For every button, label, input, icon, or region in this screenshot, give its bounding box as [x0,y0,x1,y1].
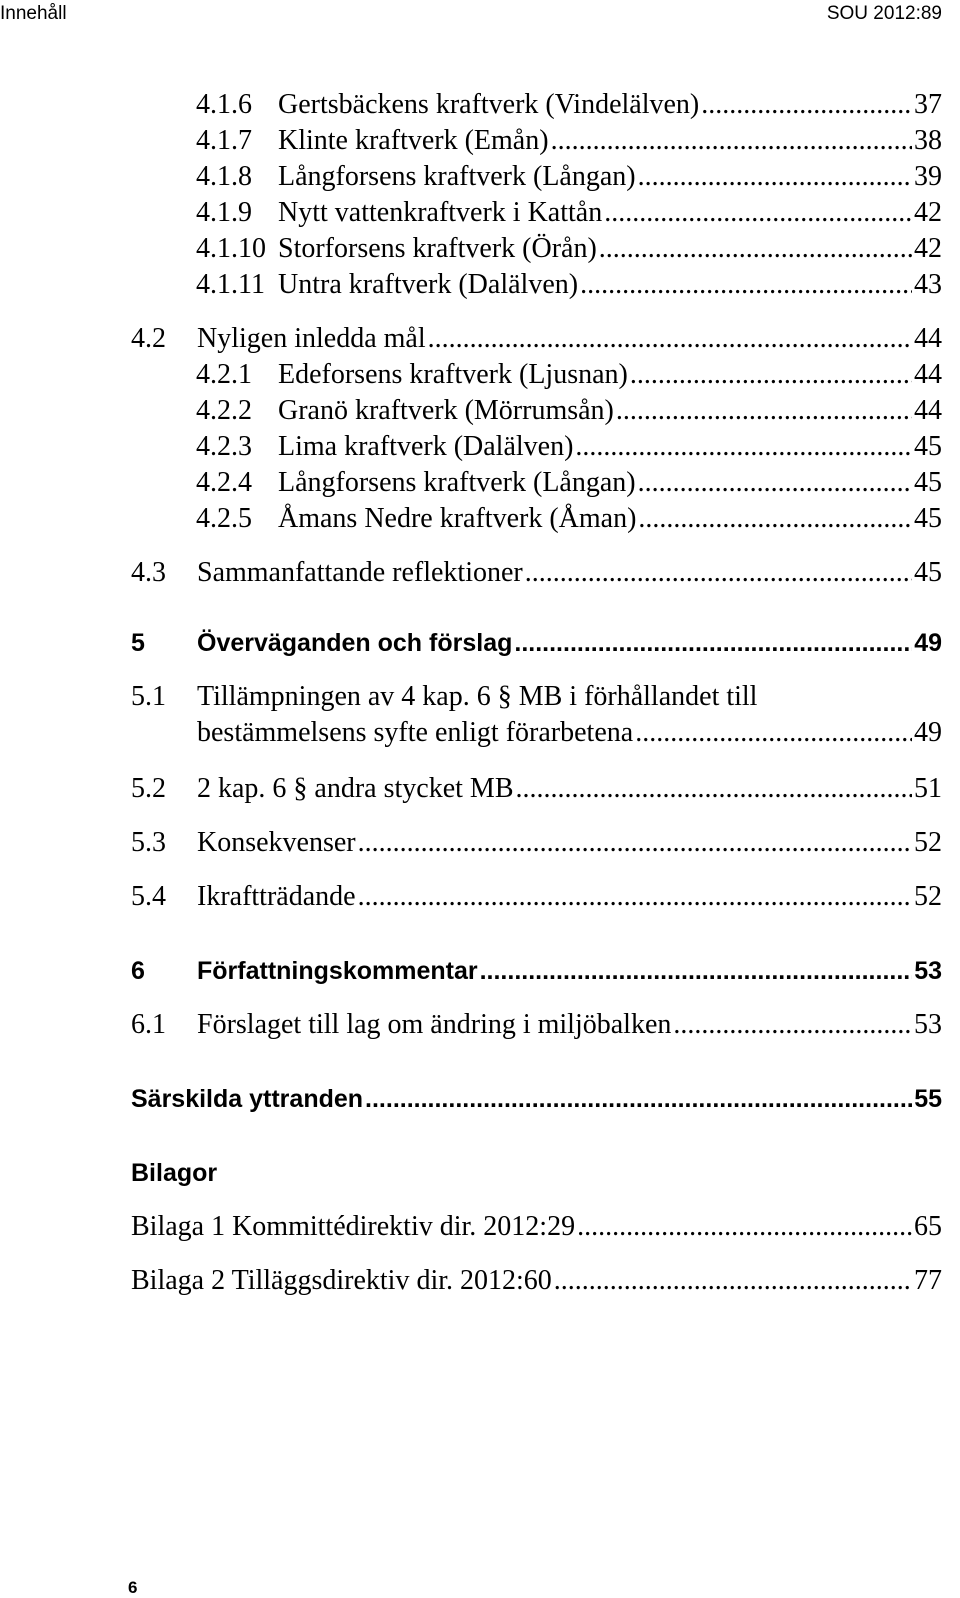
toc-entry-number: 4.1.6 [196,89,252,120]
toc-leader-dots [428,322,912,356]
toc-leader-dots [638,466,912,500]
toc-entry-page: 52 [914,881,942,912]
toc-entry-page: 65 [914,1211,942,1242]
toc-leader-dots [358,826,912,860]
toc-entry-page: 44 [914,395,942,426]
toc-leader-dots [525,556,912,590]
toc-entry-page: 49 [914,717,942,748]
toc-leader-dots [551,124,912,158]
toc-entry-title: Untra kraftverk (Dalälven) [278,269,579,300]
toc-entry-number: 4.1.7 [196,125,252,156]
toc-leader-dots [635,716,912,750]
toc-entry-title: Nyligen inledda mål [197,323,426,354]
toc-entry[interactable] [196,394,942,428]
toc-entry-title: Gertsbäckens kraftverk (Vindelälven) [278,89,700,120]
toc-entry[interactable] [196,466,942,500]
toc-entry-page: 39 [914,161,942,192]
toc-entry-title: Överväganden och förslag [197,629,513,657]
toc-leader-dots [604,196,912,230]
toc-entry-page: 42 [914,233,942,264]
toc-entry-title-cont: bestämmelsens syfte enligt förarbetena [197,717,634,748]
toc-entry-title: Lima kraftverk (Dalälven) [278,431,574,462]
toc-entry-title: 2 kap. 6 § andra stycket MB [197,773,514,804]
toc-leader-dots [577,1210,912,1244]
toc-entry-page: 53 [914,1009,942,1040]
toc-entry-page: 55 [914,1085,942,1113]
toc-entry[interactable] [196,502,942,536]
toc-entry[interactable] [196,196,942,230]
toc-leader-dots [630,358,912,392]
header-section-title: Innehåll [0,3,67,24]
toc-entry-title: Tillämpningen av 4 kap. 6 § MB i förhållandet till [197,681,758,712]
toc-entry-number: 4.2.3 [196,431,252,462]
toc-entry-number: 5.3 [131,827,166,858]
toc-entry[interactable] [131,826,942,860]
toc-entry-number: 5 [131,629,145,657]
toc-entry-page: 45 [914,557,942,588]
toc-entry-first-line[interactable] [131,680,757,714]
toc-entry-title: Ikraftträdande [197,881,356,912]
toc-entry[interactable] [131,772,942,806]
toc-entry-page: 77 [914,1265,942,1296]
toc-entry[interactable] [131,1210,942,1244]
toc-entry-title: Granö kraftverk (Mörrumsån) [278,395,614,426]
toc-entry-number: 4.3 [131,557,166,588]
toc-entry-title: Sammanfattande reflektioner [197,557,523,588]
toc-chapter-entry[interactable] [131,626,942,660]
toc-entry[interactable] [196,88,942,122]
toc-entry-title: Storforsens kraftverk (Örån) [278,233,597,264]
toc-leader-dots [358,880,912,914]
toc-entry-number: 4.1.9 [196,197,252,228]
toc-entry[interactable] [196,268,942,302]
toc-entry-page: 49 [914,629,942,657]
toc-entry-title: Edeforsens kraftverk (Ljusnan) [278,359,628,390]
toc-section-heading [131,1156,217,1190]
toc-leader-dots [365,1082,912,1116]
toc-entry-number: 4.1.8 [196,161,252,192]
toc-entry-page: 42 [914,197,942,228]
toc-entry-page: 37 [914,89,942,120]
toc-entry[interactable] [196,430,942,464]
toc-entry[interactable] [196,124,942,158]
toc-leader-dots [480,954,913,988]
toc-entry-number: 4.1.10 [196,233,266,264]
toc-entry-title: Konsekvenser [197,827,356,858]
toc-leader-dots [616,394,912,428]
toc-entry[interactable] [196,160,942,194]
toc-entry-number: 4.1.11 [196,269,265,300]
toc-entry-title: Åmans Nedre kraftverk (Åman) [278,503,637,534]
toc-entry[interactable] [131,322,942,356]
toc-entry-page: 53 [914,957,942,985]
toc-entry[interactable] [131,880,942,914]
toc-entry-title: Nytt vattenkraftverk i Kattån [278,197,603,228]
toc-leader-dots [580,268,912,302]
toc-chapter-entry[interactable] [131,954,942,988]
toc-entry-title: Särskilda yttranden [131,1085,364,1113]
toc-entry-number: 6.1 [131,1009,166,1040]
toc-leader-dots [673,1008,912,1042]
toc-entry-page: 51 [914,773,942,804]
toc-entry-number: 4.2.1 [196,359,252,390]
toc-entry-page: 38 [914,125,942,156]
toc-entry-title: Författningskommentar [197,957,478,985]
header-report-id: SOU 2012:89 [826,3,942,24]
toc-leader-dots [638,502,912,536]
toc-chapter-entry[interactable] [131,1082,942,1116]
toc-heading-title: Bilagor [131,1159,218,1187]
toc-entry-number: 5.1 [131,681,166,712]
toc-entry[interactable] [196,358,942,392]
page-number: 6 [128,1578,138,1597]
toc-entry-number: 5.4 [131,881,166,912]
toc-entry-page: 44 [914,359,942,390]
toc-entry-number: 5.2 [131,773,166,804]
toc-entry[interactable] [197,716,942,750]
toc-entry-number: 6 [131,957,145,985]
toc-entry[interactable] [131,1264,942,1298]
toc-leader-dots [575,430,912,464]
toc-entry-number: 4.2 [131,323,166,354]
toc-leader-dots [638,160,912,194]
toc-entry-title: Långforsens kraftverk (Långan) [278,467,636,498]
toc-entry-number: 4.2.4 [196,467,252,498]
toc-entry-title: Långforsens kraftverk (Långan) [278,161,636,192]
toc-entry-title: Förslaget till lag om ändring i miljöbalken [197,1009,672,1040]
toc-leader-dots [554,1264,912,1298]
toc-leader-dots [599,232,912,266]
toc-entry-number: 4.2.2 [196,395,252,426]
toc-entry-number: 4.2.5 [196,503,252,534]
toc-entry-page: 45 [914,431,942,462]
toc-entry[interactable] [196,232,942,266]
toc-entry[interactable] [131,1008,942,1042]
toc-entry-page: 52 [914,827,942,858]
toc-entry-page: 45 [914,467,942,498]
toc-entry-title: Bilaga 2 Tilläggsdirektiv dir. 2012:60 [131,1265,552,1296]
toc-entry-title: Bilaga 1 Kommittédirektiv dir. 2012:29 [131,1211,576,1242]
toc-leader-dots [516,772,913,806]
toc-leader-dots [701,88,912,122]
toc-entry-page: 44 [914,323,942,354]
running-header [0,0,960,30]
toc-entry-page: 45 [914,503,942,534]
toc-entry-page: 43 [914,269,942,300]
toc-entry[interactable] [131,556,942,590]
toc-leader-dots [514,626,912,660]
toc-entry-title: Klinte kraftverk (Emån) [278,125,549,156]
